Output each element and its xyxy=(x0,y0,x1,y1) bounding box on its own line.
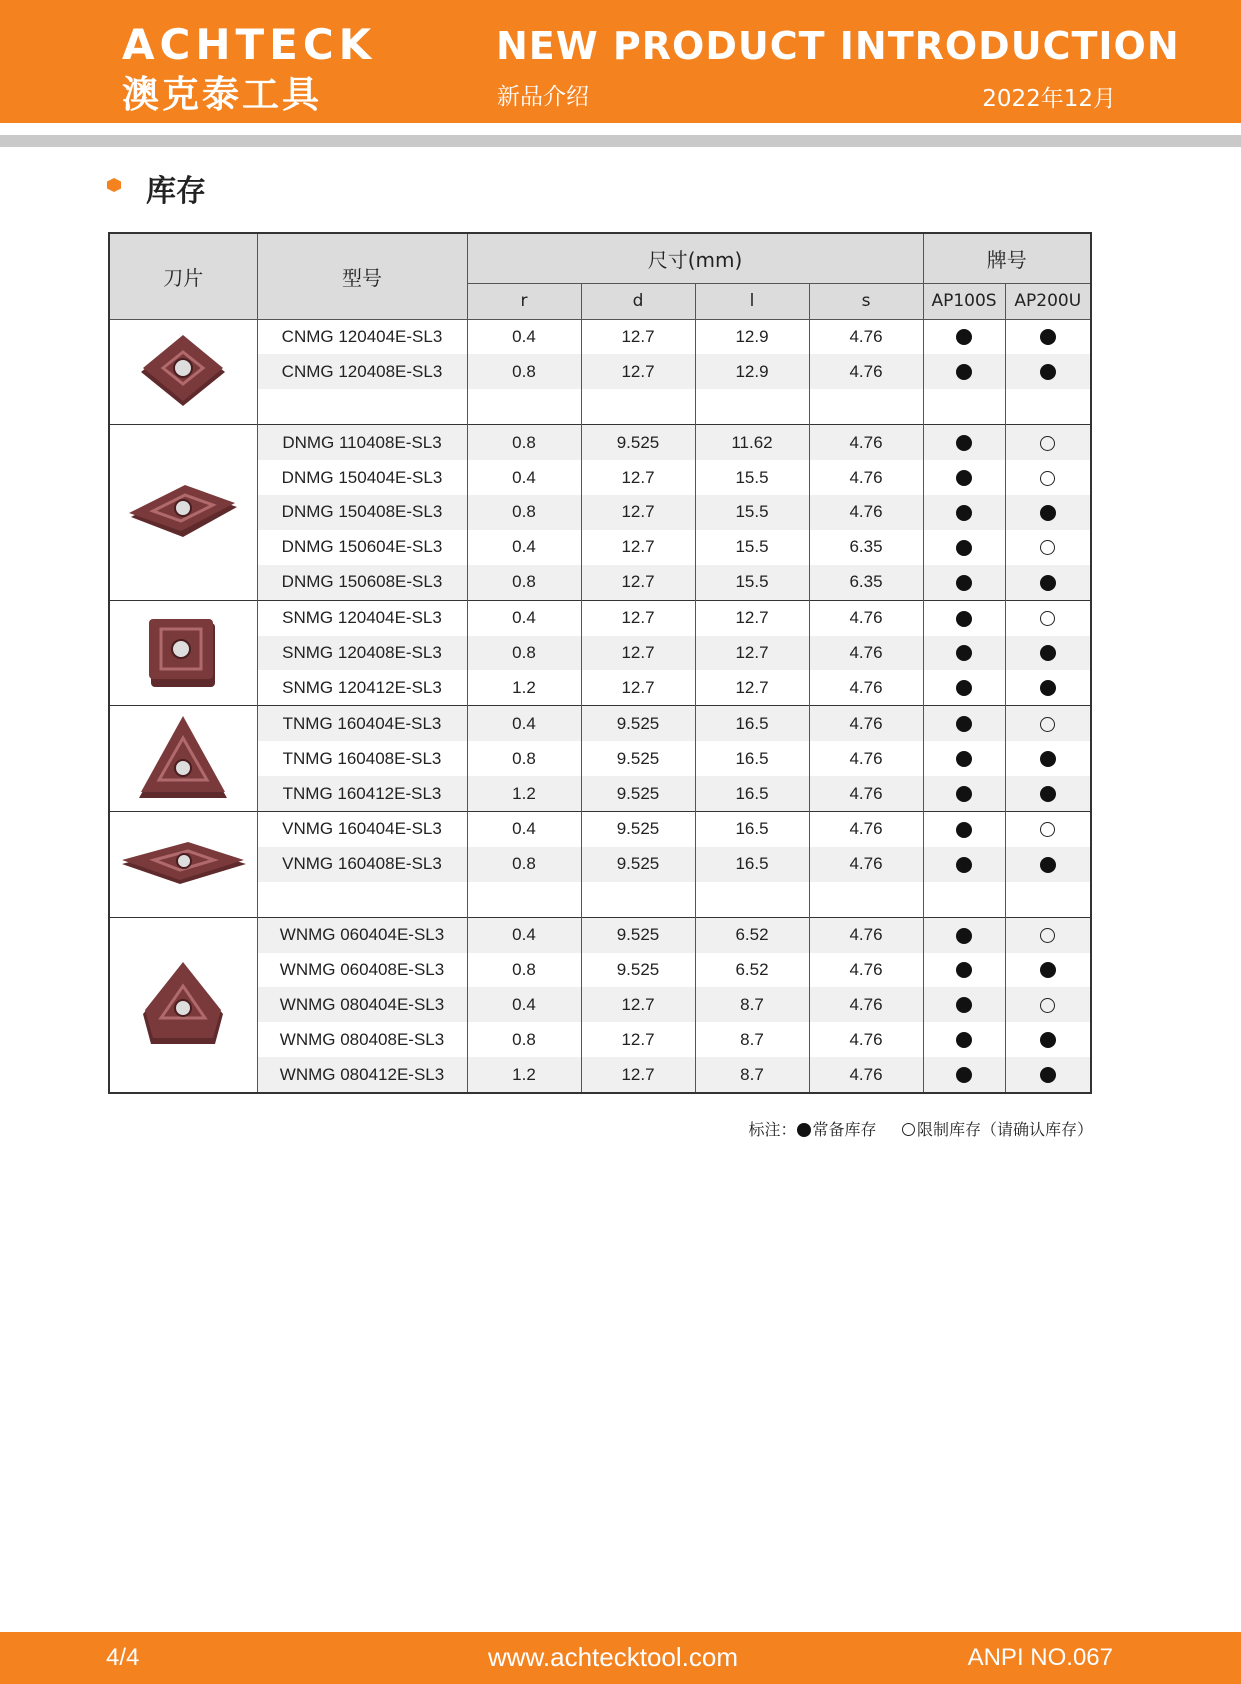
col-header-l: l xyxy=(695,283,809,319)
header-bar xyxy=(0,0,1241,123)
col-header-ap100s: AP100S xyxy=(923,283,1005,319)
dim-s-cell: 4.76 xyxy=(809,847,923,882)
dim-l-cell: 12.9 xyxy=(695,354,809,389)
table-row xyxy=(109,600,1091,635)
table-row xyxy=(109,776,1091,811)
dim-s-cell: 4.76 xyxy=(809,425,923,460)
filled-circle-icon xyxy=(1040,1032,1056,1048)
grade-ap200u-cell xyxy=(1005,1057,1091,1093)
grade-ap100s-cell xyxy=(923,354,1005,389)
grade-ap200u-cell xyxy=(1005,565,1091,600)
model-cell: SNMG 120408E-SL3 xyxy=(257,636,467,671)
dim-s-cell: 4.76 xyxy=(809,917,923,952)
grade-ap200u-cell xyxy=(1005,389,1091,424)
filled-circle-icon xyxy=(956,928,972,944)
grade-ap100s-cell xyxy=(923,460,1005,495)
filled-circle-icon xyxy=(956,505,972,521)
model-cell: CNMG 120408E-SL3 xyxy=(257,354,467,389)
grade-ap100s-cell xyxy=(923,811,1005,846)
table-row xyxy=(109,847,1091,882)
publish-date: 2022年12月 xyxy=(982,86,1116,112)
model-cell: WNMG 080404E-SL3 xyxy=(257,987,467,1022)
model-cell: VNMG 160404E-SL3 xyxy=(257,811,467,846)
dim-l-cell: 16.5 xyxy=(695,847,809,882)
filled-circle-icon xyxy=(1040,857,1056,873)
dim-r-cell: 0.8 xyxy=(467,1022,581,1057)
grade-ap100s-cell xyxy=(923,495,1005,530)
grade-ap100s-cell xyxy=(923,706,1005,741)
dim-r-cell: 1.2 xyxy=(467,1057,581,1093)
filled-circle-icon xyxy=(956,329,972,345)
grade-ap200u-cell xyxy=(1005,882,1091,917)
wnmg-insert-icon xyxy=(133,960,233,1050)
vnmg-insert-icon xyxy=(118,834,248,894)
grade-ap200u-cell xyxy=(1005,636,1091,671)
col-header-grade: 牌号 xyxy=(923,233,1091,283)
filled-circle-icon xyxy=(956,857,972,873)
dim-s-cell: 4.76 xyxy=(809,354,923,389)
dnmg-insert-icon xyxy=(123,477,243,547)
dim-d-cell: 9.525 xyxy=(581,917,695,952)
grade-ap200u-cell xyxy=(1005,917,1091,952)
grade-ap100s-cell xyxy=(923,565,1005,600)
dim-d-cell: 12.7 xyxy=(581,670,695,705)
dim-r-cell: 0.8 xyxy=(467,953,581,988)
filled-circle-icon xyxy=(797,1123,811,1137)
model-cell: TNMG 160412E-SL3 xyxy=(257,776,467,811)
model-cell: TNMG 160408E-SL3 xyxy=(257,741,467,776)
dim-l-cell: 15.5 xyxy=(695,495,809,530)
dim-d-cell: 9.525 xyxy=(581,706,695,741)
dim-l-cell: 15.5 xyxy=(695,460,809,495)
open-circle-icon xyxy=(902,1123,915,1136)
dim-d-cell: 9.525 xyxy=(581,953,695,988)
stock-table xyxy=(108,232,1092,1094)
col-header-dims: 尺寸(mm) xyxy=(467,233,923,283)
dim-s-cell xyxy=(809,882,923,917)
logo-text-cn: 澳克泰工具 xyxy=(122,73,322,116)
dim-s-cell xyxy=(809,389,923,424)
model-cell xyxy=(257,389,467,424)
grade-ap100s-cell xyxy=(923,741,1005,776)
filled-circle-icon xyxy=(1040,364,1056,380)
grade-ap100s-cell xyxy=(923,987,1005,1022)
dim-d-cell: 9.525 xyxy=(581,425,695,460)
dim-l-cell: 15.5 xyxy=(695,530,809,565)
table-row xyxy=(109,953,1091,988)
model-cell: CNMG 120404E-SL3 xyxy=(257,319,467,354)
dim-r-cell: 0.4 xyxy=(467,917,581,952)
table-row xyxy=(109,425,1091,460)
grade-ap200u-cell xyxy=(1005,425,1091,460)
open-circle-icon xyxy=(1040,822,1055,837)
dim-d-cell: 12.7 xyxy=(581,600,695,635)
dim-r-cell: 0.4 xyxy=(467,811,581,846)
hexagon-bullet-icon xyxy=(107,178,121,192)
open-circle-icon xyxy=(1040,471,1055,486)
dim-l-cell: 12.7 xyxy=(695,670,809,705)
filled-circle-icon xyxy=(956,645,972,661)
dim-r-cell: 0.8 xyxy=(467,565,581,600)
section-title: 库存 xyxy=(146,174,206,209)
filled-circle-icon xyxy=(956,1032,972,1048)
filled-circle-icon xyxy=(956,716,972,732)
insert-image xyxy=(109,425,257,600)
filled-circle-icon xyxy=(956,364,972,380)
legend-prefix: 标注： xyxy=(748,1120,797,1139)
model-cell: DNMG 150608E-SL3 xyxy=(257,565,467,600)
dim-s-cell: 4.76 xyxy=(809,1022,923,1057)
filled-circle-icon xyxy=(956,611,972,627)
model-cell: VNMG 160408E-SL3 xyxy=(257,847,467,882)
table-row xyxy=(109,636,1091,671)
model-cell: DNMG 150408E-SL3 xyxy=(257,495,467,530)
grade-ap200u-cell xyxy=(1005,495,1091,530)
filled-circle-icon xyxy=(956,575,972,591)
filled-circle-icon xyxy=(1040,962,1056,978)
dim-d-cell: 12.7 xyxy=(581,530,695,565)
legend xyxy=(749,1117,1093,1140)
filled-circle-icon xyxy=(956,540,972,556)
dim-l-cell: 8.7 xyxy=(695,1057,809,1093)
dim-d-cell: 12.7 xyxy=(581,460,695,495)
dim-s-cell: 6.35 xyxy=(809,565,923,600)
col-header-r: r xyxy=(467,283,581,319)
model-cell xyxy=(257,882,467,917)
dim-d-cell xyxy=(581,389,695,424)
dim-d-cell: 12.7 xyxy=(581,636,695,671)
filled-circle-icon xyxy=(956,786,972,802)
page-title: NEW PRODUCT INTRODUCTION xyxy=(496,24,1180,68)
grade-ap100s-cell xyxy=(923,1057,1005,1093)
dim-l-cell: 6.52 xyxy=(695,953,809,988)
dim-d-cell: 12.7 xyxy=(581,354,695,389)
dim-r-cell: 0.4 xyxy=(467,600,581,635)
filled-circle-icon xyxy=(956,822,972,838)
dim-d-cell: 12.7 xyxy=(581,319,695,354)
dim-r-cell: 0.4 xyxy=(467,706,581,741)
dim-s-cell: 4.76 xyxy=(809,811,923,846)
grade-ap200u-cell xyxy=(1005,741,1091,776)
grade-ap200u-cell xyxy=(1005,706,1091,741)
grade-ap100s-cell xyxy=(923,530,1005,565)
insert-image xyxy=(109,917,257,1093)
open-circle-icon xyxy=(1040,998,1055,1013)
table-row xyxy=(109,741,1091,776)
filled-circle-icon xyxy=(1040,575,1056,591)
divider xyxy=(0,135,1241,147)
table-row xyxy=(109,917,1091,952)
dim-l-cell: 16.5 xyxy=(695,741,809,776)
filled-circle-icon xyxy=(956,470,972,486)
grade-ap100s-cell xyxy=(923,425,1005,460)
dim-d-cell: 9.525 xyxy=(581,847,695,882)
logo-text: ACHTECK xyxy=(122,20,377,69)
grade-ap100s-cell xyxy=(923,636,1005,671)
legend-full-label: 常备库存 xyxy=(812,1120,877,1139)
anpi-number: ANPI NO.067 xyxy=(967,1644,1113,1671)
cnmg-insert-icon xyxy=(133,332,233,412)
dim-s-cell: 4.76 xyxy=(809,636,923,671)
dim-s-cell: 4.76 xyxy=(809,953,923,988)
dim-l-cell: 12.7 xyxy=(695,600,809,635)
dim-s-cell: 4.76 xyxy=(809,460,923,495)
filled-circle-icon xyxy=(956,435,972,451)
filled-circle-icon xyxy=(956,1067,972,1083)
model-cell: WNMG 060404E-SL3 xyxy=(257,917,467,952)
dim-l-cell: 16.5 xyxy=(695,811,809,846)
insert-image xyxy=(109,600,257,706)
grade-ap100s-cell xyxy=(923,319,1005,354)
grade-ap200u-cell xyxy=(1005,319,1091,354)
open-circle-icon xyxy=(1040,611,1055,626)
insert-image xyxy=(109,319,257,425)
model-cell: DNMG 150404E-SL3 xyxy=(257,460,467,495)
dim-s-cell: 4.76 xyxy=(809,600,923,635)
grade-ap200u-cell xyxy=(1005,847,1091,882)
grade-ap200u-cell xyxy=(1005,1022,1091,1057)
col-header-s: s xyxy=(809,283,923,319)
dim-l-cell: 8.7 xyxy=(695,987,809,1022)
table-row xyxy=(109,565,1091,600)
grade-ap200u-cell xyxy=(1005,670,1091,705)
grade-ap100s-cell xyxy=(923,1022,1005,1057)
dim-s-cell: 4.76 xyxy=(809,670,923,705)
filled-circle-icon xyxy=(1040,1067,1056,1083)
table-row xyxy=(109,319,1091,354)
table-row xyxy=(109,495,1091,530)
grade-ap100s-cell xyxy=(923,670,1005,705)
model-cell: WNMG 060408E-SL3 xyxy=(257,953,467,988)
table-row xyxy=(109,460,1091,495)
dim-d-cell: 9.525 xyxy=(581,811,695,846)
dim-r-cell: 0.4 xyxy=(467,530,581,565)
model-cell: SNMG 120412E-SL3 xyxy=(257,670,467,705)
filled-circle-icon xyxy=(956,680,972,696)
grade-ap200u-cell xyxy=(1005,776,1091,811)
dim-s-cell: 4.76 xyxy=(809,1057,923,1093)
col-header-d: d xyxy=(581,283,695,319)
table-row xyxy=(109,987,1091,1022)
snmg-insert-icon xyxy=(143,613,223,693)
table-row xyxy=(109,706,1091,741)
grade-ap200u-cell xyxy=(1005,953,1091,988)
col-header-blade: 刀片 xyxy=(109,233,257,319)
table-row xyxy=(109,670,1091,705)
grade-ap100s-cell xyxy=(923,847,1005,882)
dim-s-cell: 4.76 xyxy=(809,987,923,1022)
filled-circle-icon xyxy=(1040,645,1056,661)
grade-ap200u-cell xyxy=(1005,460,1091,495)
filled-circle-icon xyxy=(1040,680,1056,696)
col-header-model: 型号 xyxy=(257,233,467,319)
model-cell: TNMG 160404E-SL3 xyxy=(257,706,467,741)
dim-r-cell: 0.4 xyxy=(467,987,581,1022)
table-row xyxy=(109,354,1091,389)
dim-r-cell: 0.8 xyxy=(467,741,581,776)
dim-s-cell: 4.76 xyxy=(809,741,923,776)
dim-s-cell: 4.76 xyxy=(809,706,923,741)
dim-l-cell: 16.5 xyxy=(695,706,809,741)
table-row xyxy=(109,1022,1091,1057)
dim-r-cell: 1.2 xyxy=(467,670,581,705)
insert-image xyxy=(109,706,257,812)
filled-circle-icon xyxy=(1040,329,1056,345)
dim-d-cell: 12.7 xyxy=(581,987,695,1022)
open-circle-icon xyxy=(1040,928,1055,943)
grade-ap200u-cell xyxy=(1005,530,1091,565)
dim-d-cell: 12.7 xyxy=(581,495,695,530)
table-row xyxy=(109,811,1091,846)
table-row xyxy=(109,1057,1091,1093)
tnmg-insert-icon xyxy=(133,714,233,804)
grade-ap200u-cell xyxy=(1005,600,1091,635)
dim-l-cell: 16.5 xyxy=(695,776,809,811)
table-row xyxy=(109,530,1091,565)
open-circle-icon xyxy=(1040,540,1055,555)
dim-l-cell: 15.5 xyxy=(695,565,809,600)
dim-r-cell: 0.8 xyxy=(467,495,581,530)
dim-s-cell: 4.76 xyxy=(809,319,923,354)
dim-r-cell: 0.8 xyxy=(467,354,581,389)
dim-r-cell: 0.4 xyxy=(467,460,581,495)
dim-s-cell: 4.76 xyxy=(809,776,923,811)
open-circle-icon xyxy=(1040,717,1055,732)
table-row xyxy=(109,389,1091,424)
model-cell: WNMG 080408E-SL3 xyxy=(257,1022,467,1057)
model-cell: DNMG 150604E-SL3 xyxy=(257,530,467,565)
dim-r-cell: 1.2 xyxy=(467,776,581,811)
legend-open-label: 限制库存（请确认库存） xyxy=(916,1120,1093,1139)
model-cell: SNMG 120404E-SL3 xyxy=(257,600,467,635)
dim-r-cell xyxy=(467,389,581,424)
dim-d-cell xyxy=(581,882,695,917)
page-number: 4/4 xyxy=(106,1644,140,1671)
filled-circle-icon xyxy=(956,962,972,978)
filled-circle-icon xyxy=(1040,786,1056,802)
dim-l-cell: 6.52 xyxy=(695,917,809,952)
dim-r-cell: 0.8 xyxy=(467,636,581,671)
dim-l-cell: 12.9 xyxy=(695,319,809,354)
col-header-ap200u: AP200U xyxy=(1005,283,1091,319)
filled-circle-icon xyxy=(1040,505,1056,521)
website-link[interactable]: www.achtecktool.com xyxy=(488,1642,738,1672)
grade-ap200u-cell xyxy=(1005,987,1091,1022)
model-cell: DNMG 110408E-SL3 xyxy=(257,425,467,460)
footer-bar xyxy=(0,1632,1241,1684)
filled-circle-icon xyxy=(1040,751,1056,767)
dim-d-cell: 12.7 xyxy=(581,565,695,600)
dim-r-cell: 0.8 xyxy=(467,425,581,460)
grade-ap200u-cell xyxy=(1005,811,1091,846)
insert-image xyxy=(109,811,257,917)
dim-r-cell: 0.4 xyxy=(467,319,581,354)
grade-ap100s-cell xyxy=(923,882,1005,917)
dim-r-cell: 0.8 xyxy=(467,847,581,882)
open-circle-icon xyxy=(1040,436,1055,451)
dim-r-cell xyxy=(467,882,581,917)
dim-d-cell: 12.7 xyxy=(581,1057,695,1093)
grade-ap100s-cell xyxy=(923,600,1005,635)
dim-d-cell: 12.7 xyxy=(581,1022,695,1057)
filled-circle-icon xyxy=(956,997,972,1013)
grade-ap200u-cell xyxy=(1005,354,1091,389)
dim-l-cell xyxy=(695,882,809,917)
dim-s-cell: 6.35 xyxy=(809,530,923,565)
filled-circle-icon xyxy=(956,751,972,767)
grade-ap100s-cell xyxy=(923,776,1005,811)
table-row xyxy=(109,882,1091,917)
dim-l-cell: 8.7 xyxy=(695,1022,809,1057)
grade-ap100s-cell xyxy=(923,917,1005,952)
dim-l-cell: 12.7 xyxy=(695,636,809,671)
grade-ap100s-cell xyxy=(923,953,1005,988)
dim-d-cell: 9.525 xyxy=(581,741,695,776)
dim-l-cell xyxy=(695,389,809,424)
page-subtitle: 新品介绍 xyxy=(497,84,589,110)
model-cell: WNMG 080412E-SL3 xyxy=(257,1057,467,1093)
dim-d-cell: 9.525 xyxy=(581,776,695,811)
dim-s-cell: 4.76 xyxy=(809,495,923,530)
grade-ap100s-cell xyxy=(923,389,1005,424)
dim-l-cell: 11.62 xyxy=(695,425,809,460)
